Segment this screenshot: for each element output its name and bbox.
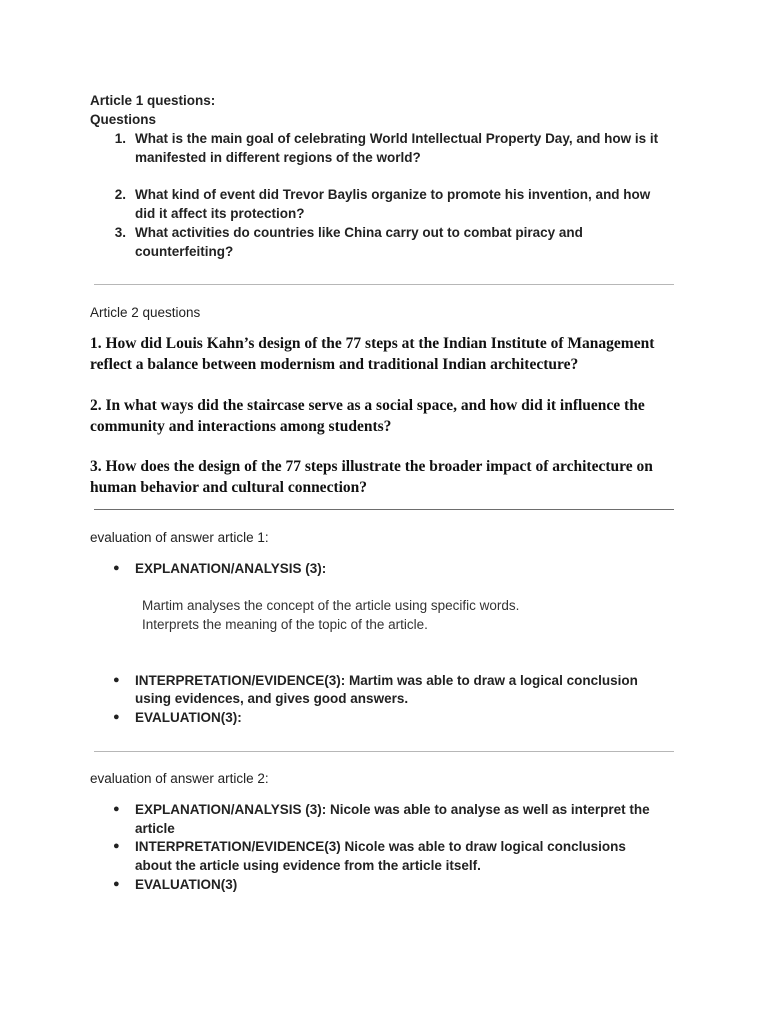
bullet-icon: ● [113, 562, 120, 574]
question-line: What activities do countries like China carry out to combat piracy and [135, 225, 583, 240]
divider [94, 509, 674, 510]
question-line: 1. How did Louis Kahn’s design of the 77 steps at the Indian Institute of Management [90, 335, 655, 352]
divider [94, 284, 674, 285]
criterion-line: INTERPRETATION/EVIDENCE(3) Nicole was able to draw logical conclusions [135, 839, 626, 854]
list-number: 3. [114, 225, 126, 240]
question-line: What kind of event did Trevor Baylis organize to promote his invention, and how [135, 187, 651, 202]
criterion-line: EXPLANATION/ANALYSIS (3): Nicole was able to analyse as well as interpret the [135, 802, 650, 817]
criterion-line: EVALUATION(3) [135, 877, 238, 892]
bullet-icon: ● [113, 674, 120, 686]
criterion-line: EXPLANATION/ANALYSIS (3): [135, 561, 327, 576]
question-line: manifested in different regions of the world? [135, 150, 421, 165]
bullet-icon: ● [113, 803, 120, 815]
divider [94, 751, 674, 752]
criterion-line: using evidences, and gives good answers. [135, 691, 409, 706]
question-line: reflect a balance between modernism and traditional Indian architecture? [90, 356, 579, 373]
criterion-line: about the article using evidence from the article itself. [135, 858, 481, 873]
eval2-heading: evaluation of answer article 2: [90, 771, 269, 786]
eval1-heading: evaluation of answer article 1: [90, 530, 269, 545]
note-line: Interprets the meaning of the topic of the article. [142, 617, 428, 632]
list-number: 1. [114, 131, 126, 146]
bullet-icon: ● [113, 711, 120, 723]
criterion-line: EVALUATION(3): [135, 710, 242, 725]
question-line: did it affect its protection? [135, 206, 305, 221]
question-line: community and interactions among students? [90, 418, 392, 435]
question-line: What is the main goal of celebrating World Intellectual Property Day, and how is it [135, 131, 659, 146]
article1-heading: Article 1 questions: [90, 93, 216, 108]
criterion-line: article [135, 821, 175, 836]
article2-heading: Article 2 questions [90, 305, 201, 320]
list-number: 2. [114, 187, 126, 202]
question-line: human behavior and cultural connection? [90, 479, 368, 496]
note-line: Martim analyses the concept of the article using specific words. [142, 598, 520, 613]
question-line: counterfeiting? [135, 244, 234, 259]
criterion-line: INTERPRETATION/EVIDENCE(3): Martim was able to draw a logical conclusion [135, 673, 638, 688]
question-line: 3. How does the design of the 77 steps illustrate the broader impact of architecture on [90, 458, 653, 475]
bullet-icon: ● [113, 840, 120, 852]
question-line: 2. In what ways did the staircase serve as a social space, and how did it influence the [90, 397, 645, 414]
article1-subheading: Questions [90, 112, 157, 127]
bullet-icon: ● [113, 878, 120, 890]
